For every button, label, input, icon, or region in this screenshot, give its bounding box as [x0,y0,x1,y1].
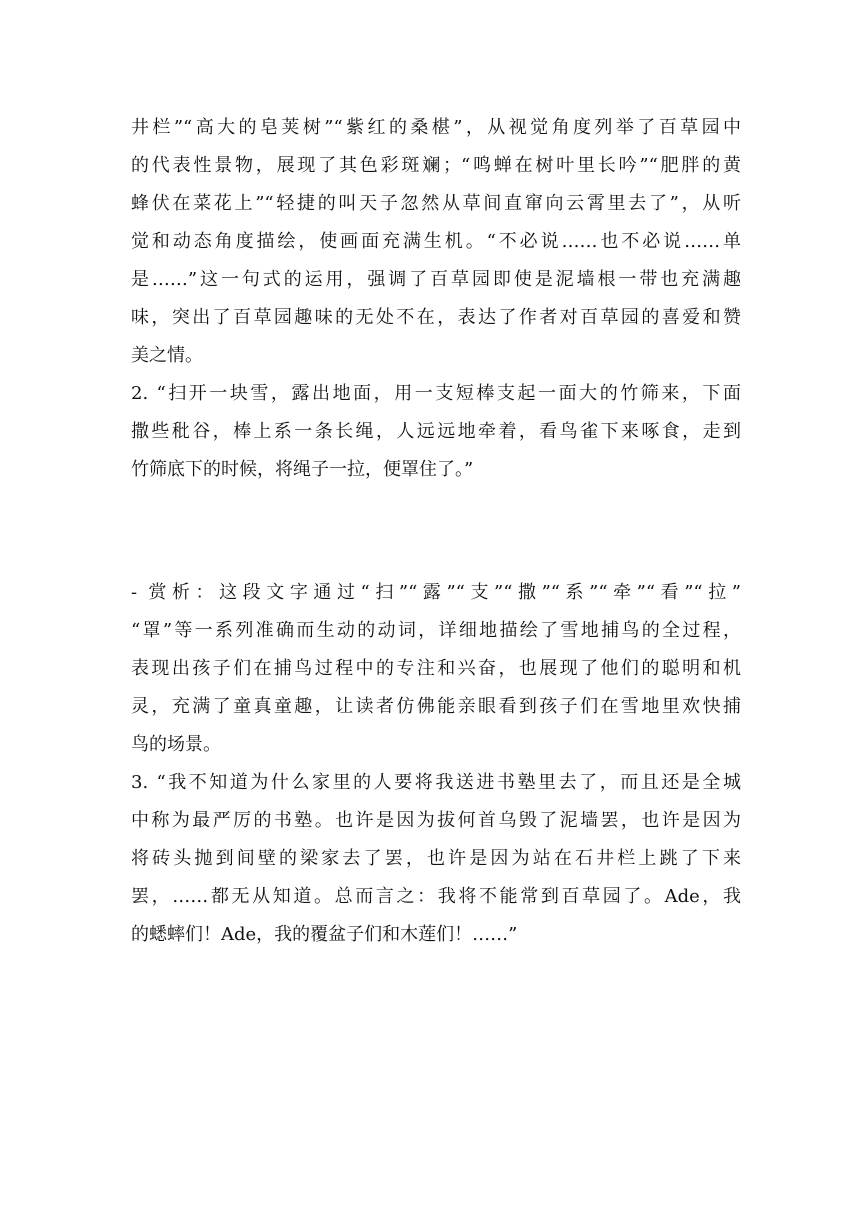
text-line: 觉和动态角度描绘，使画面充满生机。“不必说……也不必说……单 [131,231,741,252]
text-line: 的代表性景物，展现了其色彩斑斓；“鸣蝉在树叶里长吟”“肥胖的黄 [131,155,741,176]
text-line: 竹筛底下的时候，将绳子一拉，便罩住了。” [131,459,474,480]
text-line: 味，突出了百草园趣味的无处不在，表达了作者对百草园的喜爱和赞 [131,307,741,328]
paragraph-1 [131,109,741,375]
text-line: 鸟的场景。 [131,734,221,755]
text-line: 是……”这一句式的运用，强调了百草园即使是泥墙根一带也充满趣 [131,269,741,290]
text-line: - 赏析：这段文字通过“扫”“露”“支”“撒”“系”“牵”“看”“拉” [131,582,741,603]
text-line: “罩”等一系列准确而生动的动词，详细地描绘了雪地捕鸟的全过程， [131,620,741,641]
text-line: 3. “我不知道为什么家里的人要将我送进书塾里去了，而且还是全城 [131,772,741,793]
text-line: 2. “扫开一块雪，露出地面，用一支短棒支起一面大的竹筛来，下面 [131,383,741,404]
quote-item-3 [131,764,741,954]
text-line: 将砖头抛到间壁的梁家去了罢，也许是因为站在石井栏上跳了下来 [131,848,741,869]
text-line: 的蟋蟀们！Ade，我的覆盆子们和木莲们！……” [131,924,518,945]
text-line: 灵，充满了童真童趣，让读者仿佛能亲眼看到孩子们在雪地里欢快捕 [131,696,741,717]
text-column-lower [131,574,741,954]
quote-item-2 [131,375,741,489]
text-line: 美之情。 [131,345,203,366]
text-line: 撒些秕谷，棒上系一条长绳，人远远地牵着，看鸟雀下来啄食，走到 [131,421,741,442]
text-line: 中称为最严厉的书塾。也许是因为拔何首乌毁了泥墙罢，也许是因为 [131,810,741,831]
text-line: 罢，……都无从知道。总而言之：我将不能常到百草园了。Ade，我 [131,886,741,907]
analysis-2 [131,574,741,764]
text-line: 蜂伏在菜花上”“轻捷的叫天子忽然从草间直窜向云霄里去了”，从听 [131,193,741,214]
text-column-upper [131,109,741,489]
text-line: 井栏”“高大的皂荚树”“紫红的桑椹”，从视觉角度列举了百草园中 [131,117,741,138]
text-line: 表现出孩子们在捕鸟过程中的专注和兴奋，也展现了他们的聪明和机 [131,658,741,679]
